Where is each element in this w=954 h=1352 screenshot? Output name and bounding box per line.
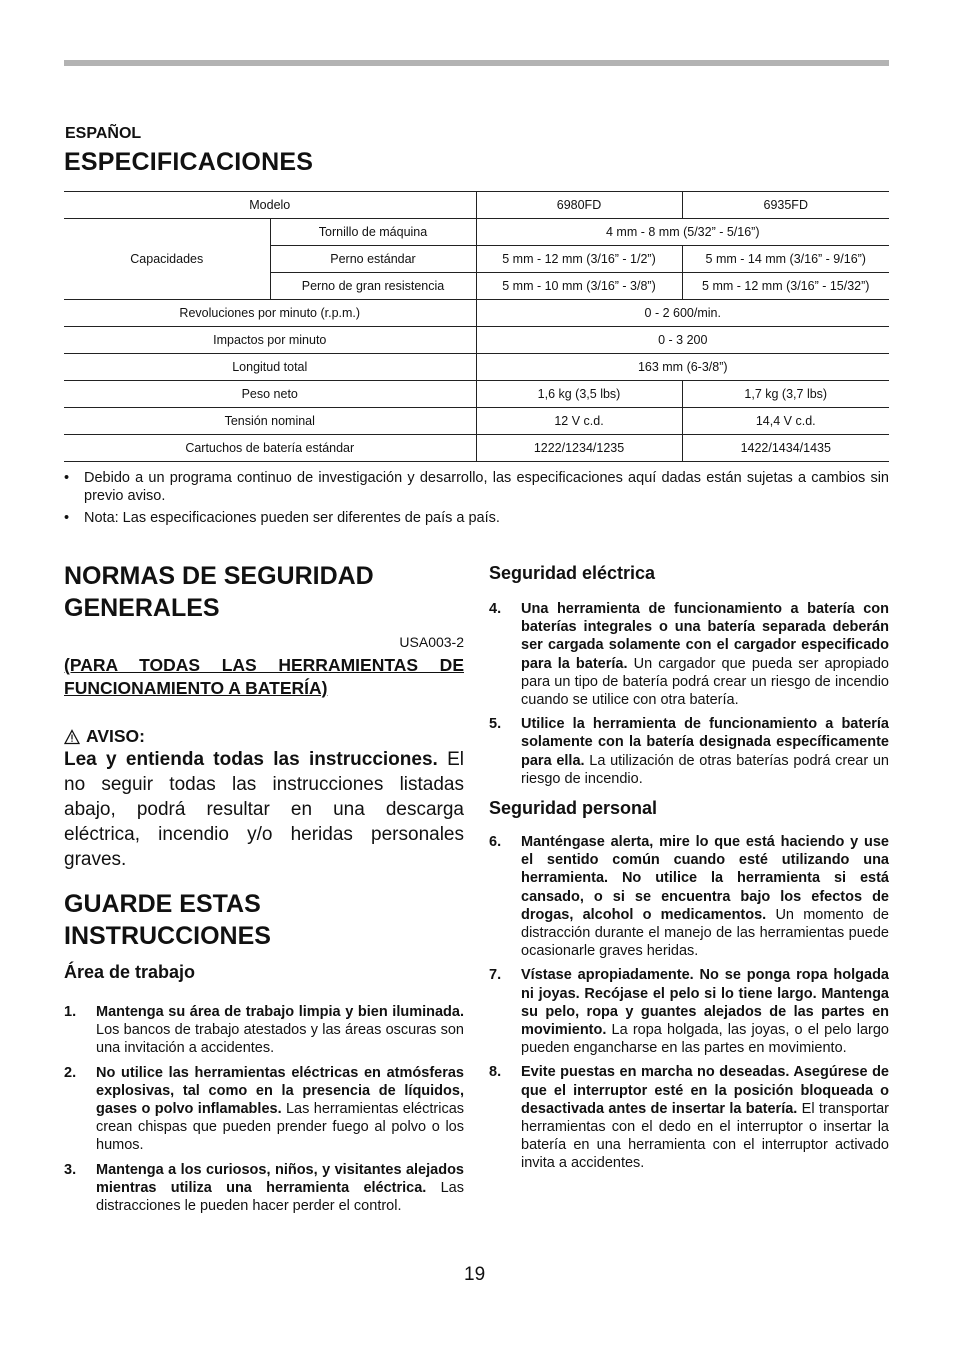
table-cell: 6980FD — [476, 192, 682, 219]
item-number: 8. — [489, 1064, 502, 1081]
list-item — [489, 833, 889, 960]
item-number: 2. — [64, 1064, 77, 1081]
list-item — [64, 1161, 464, 1216]
list-item — [489, 966, 889, 1057]
work-area-heading: Área de trabajo — [64, 962, 196, 982]
specifications-title: ESPECIFICACIONES — [64, 148, 314, 176]
table-cell: Capacidades — [64, 219, 270, 300]
table-cell: 4 mm - 8 mm (5/32” - 5/16”) — [476, 219, 889, 246]
item-number: 4. — [489, 601, 502, 617]
item-bold-text: No utilice las herramientas eléctricas en atmósferas explosivas, tal como en la presencia de líquidos, gases o polvo inflamables. — [96, 1064, 464, 1118]
table-cell: 14,4 V c.d. — [682, 408, 889, 435]
safety-rules-title: NORMAS DE SEGURIDAD GENERALES — [64, 562, 374, 622]
table-cell: 163 mm (6-3/8”) — [476, 354, 889, 381]
item-text: Las distracciones le pueden hacer perder el control. — [96, 1179, 464, 1215]
item-bold-text: Mantenga su área de trabajo limpia y bien iluminada. — [96, 1004, 464, 1020]
list-item — [489, 600, 889, 709]
table-row — [64, 381, 889, 408]
table-row — [64, 192, 889, 219]
warning-text — [64, 747, 464, 872]
table-cell: Impactos por minuto — [64, 327, 476, 354]
table-cell: 12 V c.d. — [476, 408, 682, 435]
item-bold-text: Una herramienta de funcionamiento a batería con baterías integrales o una batería separada deberán ser cargada solamente con el cargador especificado para la batería. — [521, 601, 889, 672]
save-instructions-title: GUARDE ESTAS INSTRUCCIONES — [64, 890, 271, 950]
warning-label: AVISO: — [86, 726, 145, 746]
item-text: Un cargador que pueda ser apropiado para un tipo de batería podrá crear un riesgo de incendio cuando se utilice con otra batería. — [521, 655, 890, 709]
language-label: ESPAÑOL — [65, 125, 142, 142]
table-cell: Tornillo de máquina — [270, 219, 476, 246]
table-cell: Longitud total — [64, 354, 476, 381]
table-cell: Peso neto — [64, 381, 476, 408]
table-cell: 1,7 kg (3,7 lbs) — [682, 381, 889, 408]
right-column — [489, 563, 889, 1179]
item-bold-text: Utilice la herramienta de funcionamiento a batería solamente con la batería designada específicamente para ella. — [521, 716, 889, 769]
table-cell: 5 mm - 10 mm (3/16” - 3/8”) — [476, 273, 682, 300]
item-text: Las herramientas eléctricas crean chispas que pueden prender fuego al polvo o los humos. — [96, 1101, 465, 1154]
table-cell: 5 mm - 12 mm (3/16” - 15/32”) — [682, 273, 889, 300]
warning-bold-text: Lea y entienda todas las instrucciones. — [64, 749, 438, 770]
personal-safety-list — [489, 833, 889, 1173]
table-cell: 6935FD — [682, 192, 889, 219]
item-number: 6. — [489, 834, 502, 851]
electrical-safety-heading: Seguridad eléctrica — [489, 563, 656, 583]
warning-triangle-icon — [64, 729, 80, 745]
table-cell: 1222/1234/1235 — [476, 435, 682, 462]
list-item — [64, 1064, 464, 1155]
document-code: USA003-2 — [399, 634, 464, 650]
table-row — [64, 327, 889, 354]
table-cell: 5 mm - 14 mm (3/16” - 9/16”) — [682, 246, 889, 273]
table-row — [64, 354, 889, 381]
table-cell: Perno de gran resistencia — [270, 273, 476, 300]
item-number: 5. — [489, 716, 502, 733]
work-area-list — [64, 1003, 464, 1215]
list-item — [489, 1063, 889, 1172]
item-number: 3. — [64, 1161, 77, 1178]
item-bold-text: Vístase apropiadamente. No se ponga ropa holgada ni joyas. Recójase el pelo si lo tiene largo. Mantenga su pelo, ropa y guantes alejados de las partes en movimiento. — [521, 967, 889, 1039]
item-bold-text: Manténgase alerta, mire lo que está haciendo y use el sentido común cuando esté utilizando una herramienta. No utilice la herramienta si está cansado, o si se encuentra bajo los efectos de drogas, alcohol o medicamentos. — [521, 834, 889, 923]
table-row — [64, 435, 889, 462]
note-item: • Nota: Las especificaciones pueden ser diferentes de país a país. — [64, 509, 889, 527]
item-number: 1. — [64, 1004, 77, 1020]
item-bold-text: Evite puestas en marcha no deseadas. Asegúrese de que el interruptor esté en la posición bloqueada o desactivada antes de insertar la batería. — [521, 1064, 889, 1117]
item-number: 7. — [489, 967, 502, 984]
item-text: Los bancos de trabajo atestados y las áreas oscuras son una invitación a accidentes. — [96, 1022, 464, 1057]
table-cell: 0 - 3 200 — [476, 327, 889, 354]
table-cell: 5 mm - 12 mm (3/16” - 1/2”) — [476, 246, 682, 273]
item-text: Un momento de distracción durante el manejo de las herramientas puede ocasionarle graves heridas. — [521, 906, 889, 960]
spec-notes — [64, 469, 889, 531]
list-item — [489, 715, 889, 788]
item-text: El transportar herramientas con el dedo en el interruptor o insertar la batería en una herramienta con el interruptor activado invita a accidentes. — [521, 1100, 889, 1172]
table-row — [64, 408, 889, 435]
battery-tools-subtitle: (PARA TODAS LAS HERRAMIENTAS DE FUNCIONAMIENTO A BATERÍA) — [64, 655, 464, 698]
item-text: La utilización de otras baterías podrá crear un riesgo de incendio. — [521, 752, 889, 787]
table-cell: Modelo — [64, 192, 476, 219]
specifications-table — [64, 191, 889, 462]
list-item — [64, 1003, 464, 1058]
table-cell: 0 - 2 600/min. — [476, 300, 889, 327]
personal-safety-heading: Seguridad personal — [489, 798, 658, 819]
page-number: 19 — [464, 1264, 486, 1285]
table-cell: Perno estándar — [270, 246, 476, 273]
note-item: • Debido a un programa continuo de investigación y desarrollo, las especificaciones aquí dadas están sujetas a cambios sin previo aviso. — [64, 469, 889, 505]
electrical-safety-list — [489, 600, 889, 788]
table-cell: 1422/1434/1435 — [682, 435, 889, 462]
header-rule — [64, 60, 889, 66]
table-cell: Tensión nominal — [64, 408, 476, 435]
left-column — [64, 560, 464, 1221]
table-cell: Cartuchos de batería estándar — [64, 435, 476, 462]
table-row — [64, 300, 889, 327]
warning-heading — [64, 726, 464, 747]
table-cell: 1,6 kg (3,5 lbs) — [476, 381, 682, 408]
item-text: La ropa holgada, las joyas, o el pelo largo pueden engancharse en las partes en movimiento. — [521, 1022, 889, 1057]
item-bold-text: Mantenga a los curiosos, niños, y visitantes alejados mientras utiliza una herramienta eléctrica. — [96, 1161, 464, 1196]
warning-body-text: El no seguir todas las instrucciones listadas abajo, podrá resultar en una descarga eléctrica, incendio y/o heridas personales graves. — [64, 749, 464, 870]
table-cell: Revoluciones por minuto (r.p.m.) — [64, 300, 476, 327]
table-row — [64, 219, 889, 246]
